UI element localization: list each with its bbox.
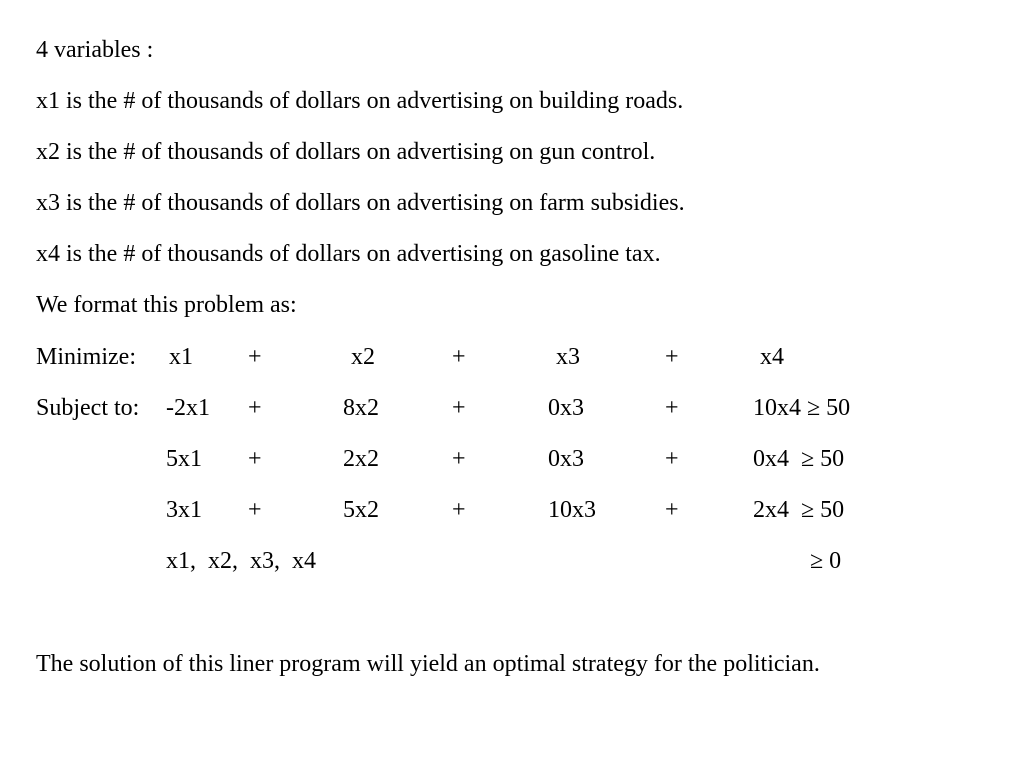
constraint-op-1: + xyxy=(248,446,262,472)
format-intro: We format this problem as: xyxy=(36,292,297,318)
x4-definition: x4 is the # of thousands of dollars on advertising on gasoline tax. xyxy=(36,241,661,267)
x1-definition: x1 is the # of thousands of dollars on advertising on building roads. xyxy=(36,88,684,114)
constraint-term-1: 3x1 xyxy=(166,497,202,523)
objective-term-1: x1 xyxy=(169,344,193,370)
objective-op-2: + xyxy=(452,344,466,370)
nonnegativity-rhs: ≥ 0 xyxy=(810,548,842,574)
constraint-op-2: + xyxy=(452,446,466,472)
constraint-term-2: 8x2 xyxy=(343,395,379,421)
constraint-term-4: 0x4 ≥ 50 xyxy=(753,446,845,472)
constraint-op-3: + xyxy=(665,395,679,421)
objective-term-2: x2 xyxy=(351,344,375,370)
objective-op-3: + xyxy=(665,344,679,370)
constraint-term-1: 5x1 xyxy=(166,446,202,472)
x3-definition: x3 is the # of thousands of dollars on advertising on farm subsidies. xyxy=(36,190,685,216)
objective-label: Minimize: xyxy=(36,344,136,370)
constraint-term-2: 5x2 xyxy=(343,497,379,523)
constraint-op-1: + xyxy=(248,497,262,523)
constraint-op-1: + xyxy=(248,395,262,421)
constraint-term-4: 10x4 ≥ 50 xyxy=(753,395,851,421)
constraint-term-3: 10x3 xyxy=(548,497,596,523)
constraint-term-3: 0x3 xyxy=(548,446,584,472)
constraint-op-3: + xyxy=(665,497,679,523)
constraints-label: Subject to: xyxy=(36,395,140,421)
constraint-op-3: + xyxy=(665,446,679,472)
constraint-term-4: 2x4 ≥ 50 xyxy=(753,497,845,523)
constraint-op-2: + xyxy=(452,497,466,523)
conclusion: The solution of this liner program will yield an optimal strategy for the politician. xyxy=(36,651,820,677)
objective-op-1: + xyxy=(248,344,262,370)
constraint-term-2: 2x2 xyxy=(343,446,379,472)
constraint-term-3: 0x3 xyxy=(548,395,584,421)
variables-heading: 4 variables : xyxy=(36,37,154,63)
objective-term-4: x4 xyxy=(760,344,784,370)
x2-definition: x2 is the # of thousands of dollars on advertising on gun control. xyxy=(36,139,656,165)
constraint-term-1: -2x1 xyxy=(166,395,210,421)
nonnegativity-vars: x1, x2, x3, x4 xyxy=(166,548,316,574)
objective-term-3: x3 xyxy=(556,344,580,370)
constraint-op-2: + xyxy=(452,395,466,421)
